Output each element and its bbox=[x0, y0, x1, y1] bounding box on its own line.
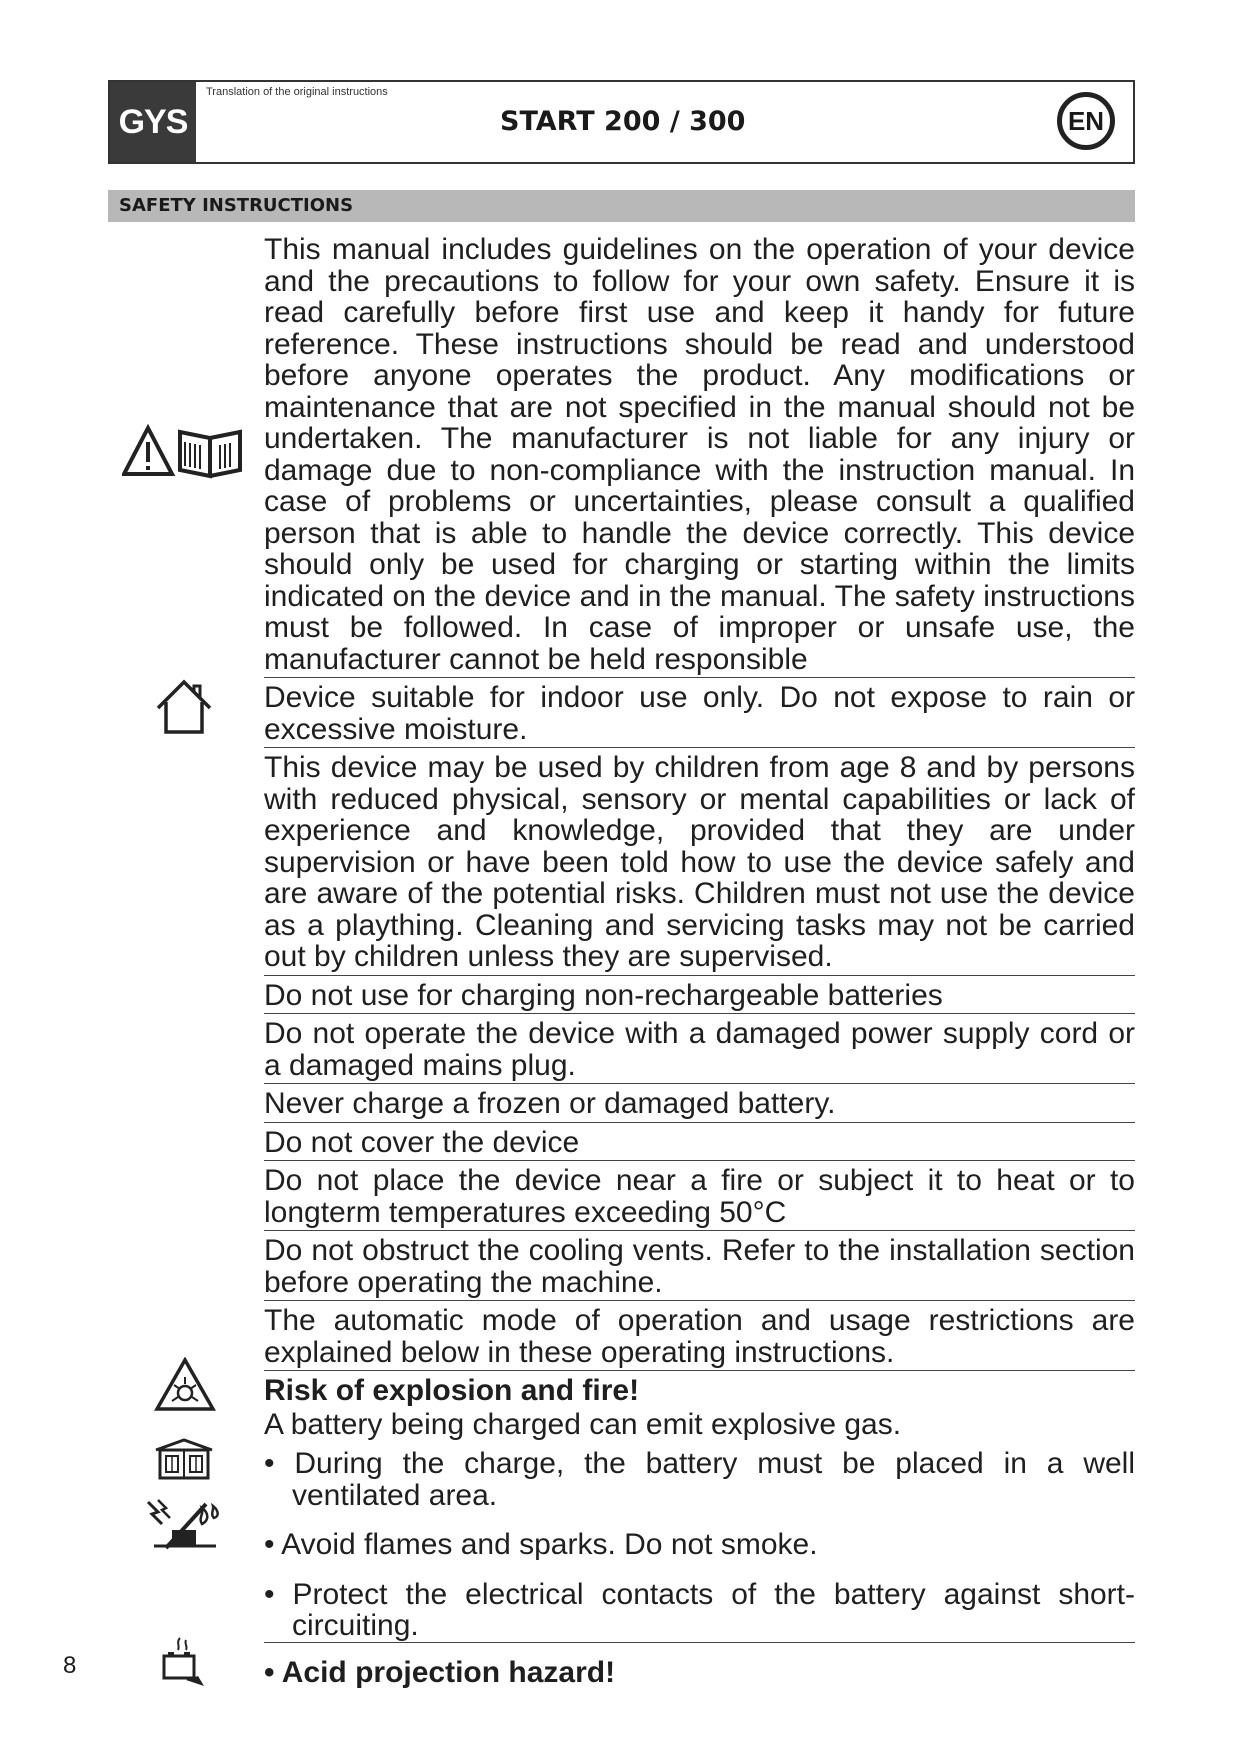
safety-content bbox=[264, 234, 1135, 1690]
divider bbox=[264, 1230, 1135, 1231]
paragraph-cooling-vents: Do not obstruct the cooling vents. Refer to the installation section before operating the machine. bbox=[264, 1234, 1135, 1299]
divider bbox=[264, 1370, 1135, 1371]
warning-read-manual-icon bbox=[122, 424, 246, 480]
paragraph-heat: Do not place the device near a fire or subject it to heat or to longterm temperatures exceeding 50°C bbox=[264, 1164, 1135, 1229]
header-subtitle: Translation of the original instructions bbox=[206, 86, 388, 98]
divider bbox=[264, 1122, 1135, 1123]
bullet-short-circuit: • Protect the electrical contacts of the battery against short-circuiting. bbox=[264, 1577, 1135, 1642]
divider bbox=[264, 1300, 1135, 1301]
explosion-warning-icon bbox=[154, 1357, 216, 1413]
indoor-house-icon bbox=[154, 678, 214, 736]
explosion-heading: Risk of explosion and fire! bbox=[264, 1374, 640, 1407]
explosion-intro: A battery being charged can emit explosive gas. bbox=[264, 1407, 902, 1441]
acid-projection-icon bbox=[158, 1634, 208, 1688]
paragraph-indoor-use: Device suitable for indoor use only. Do not expose to rain or excessive moisture. bbox=[264, 681, 1135, 746]
page-number: 8 bbox=[63, 1652, 77, 1679]
ventilated-area-icon bbox=[152, 1436, 216, 1480]
paragraph-children: This device may be used by children from age 8 and by persons with reduced physical, sensory or mental capabilities or lack of experience and knowledge, provided that they are under supervision or have been told how to use the device safely and are aware of the potential risks. Children must not use the device as a plaything. Cleaning and servicing tasks may not be carried out by children unless they are supervised. bbox=[264, 751, 1135, 973]
acid-hazard: • Acid projection hazard! bbox=[264, 1655, 616, 1689]
document-header bbox=[108, 80, 1135, 164]
paragraph-frozen-battery: Never charge a frozen or damaged battery. bbox=[264, 1087, 836, 1120]
paragraph-automatic-mode: The automatic mode of operation and usage restrictions are explained below in these operating instructions. bbox=[264, 1304, 1135, 1369]
section-title: SAFETY INSTRUCTIONS bbox=[108, 190, 1135, 222]
language-badge: EN bbox=[1057, 92, 1115, 150]
paragraph-general-safety: This manual includes guidelines on the operation of your device and the precautions to follow for your own safety. Ensure it is read carefully before first use and keep it handy for future reference. These instructions should be read and understood before anyone operates the product. Any modifications or maintenance that are not specified in the manual should not be undertaken. The manufacturer is not liable for any injury or damage due to non-compliance with the instruction manual. In case of problems or uncertainties, please consult a qualified person that is able to handle the device correctly. This device should only be used for charging or starting within the limits indicated on the device and in the manual. The safety instructions must be followed. In case of improper or unsafe use, the manufacturer cannot be held responsible bbox=[264, 233, 1135, 676]
divider bbox=[264, 677, 1135, 678]
paragraph-damaged-cord: Do not operate the device with a damaged power supply cord or a damaged mains plug. bbox=[264, 1017, 1135, 1082]
gys-logo: GYS bbox=[110, 82, 196, 162]
divider bbox=[264, 975, 1135, 976]
bullet-no-flames: • Avoid flames and sparks. Do not smoke. bbox=[264, 1528, 818, 1561]
divider bbox=[264, 1083, 1135, 1084]
divider bbox=[264, 1160, 1135, 1161]
divider bbox=[264, 747, 1135, 748]
no-flames-sparks-icon bbox=[142, 1496, 228, 1552]
paragraph-non-rechargeable: Do not use for charging non-rechargeable batteries bbox=[264, 978, 943, 1012]
paragraph-do-not-cover: Do not cover the device bbox=[264, 1125, 580, 1159]
document-title: START 200 / 300 bbox=[500, 106, 746, 137]
divider bbox=[264, 1013, 1135, 1014]
bullet-ventilated: • During the charge, the battery must be placed in a well ventilated area. bbox=[264, 1447, 1135, 1512]
